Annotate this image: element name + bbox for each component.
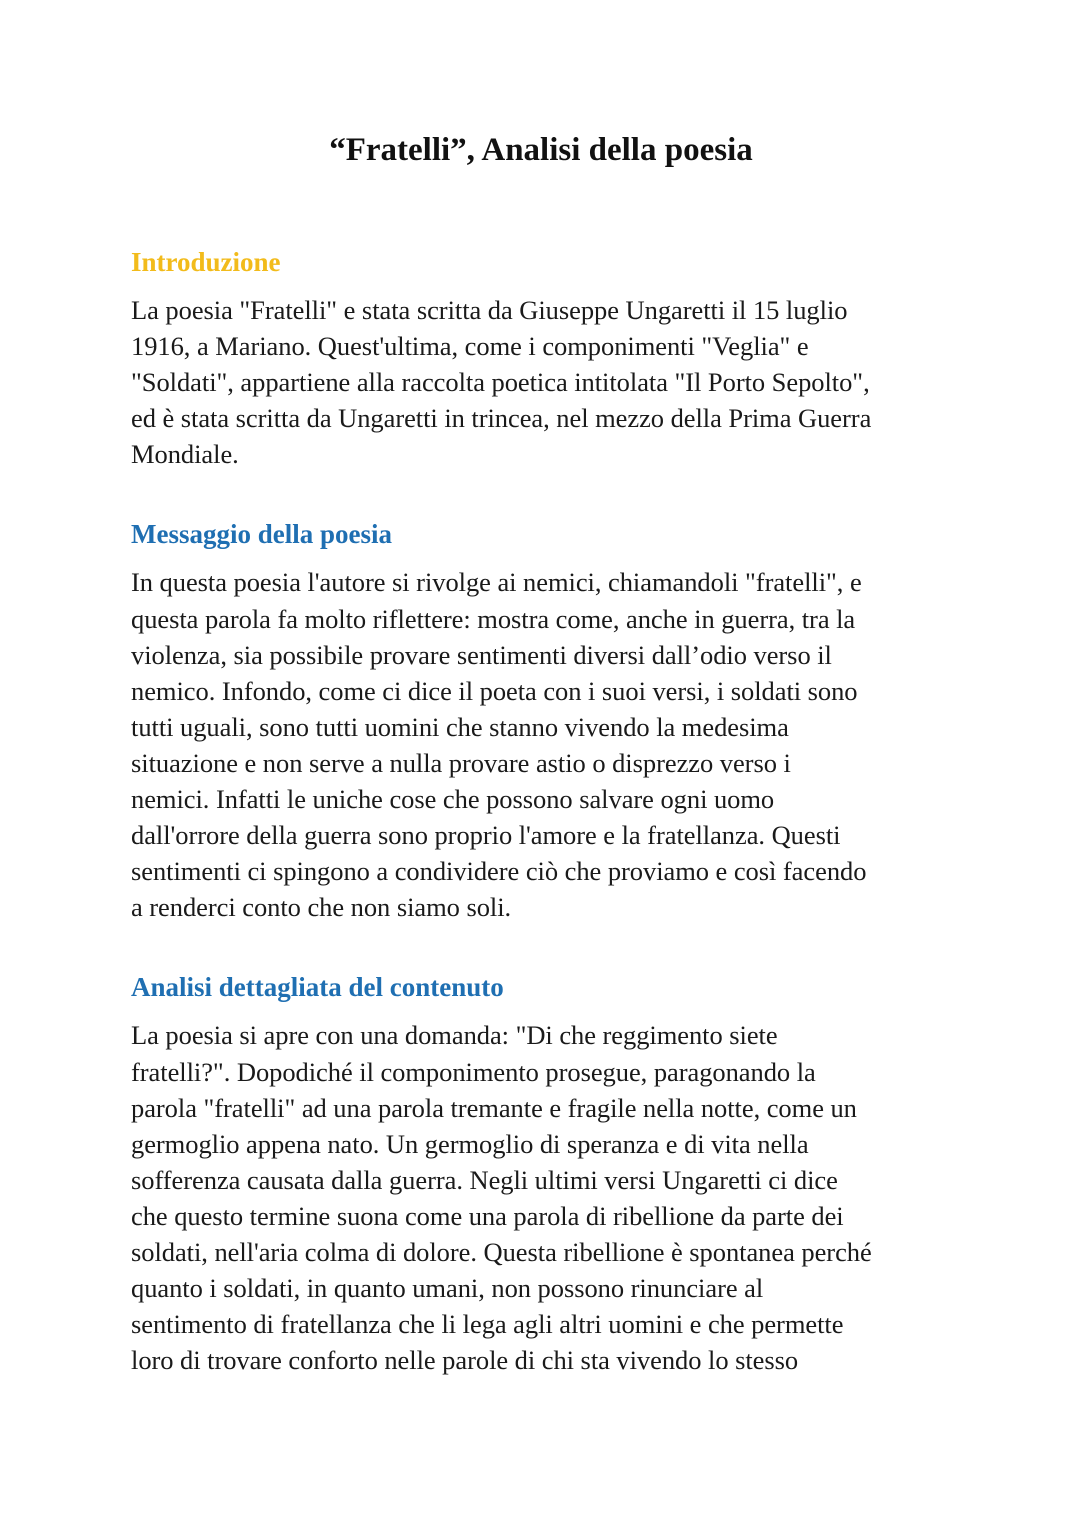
text-line: tutti uguali, sono tutti uomini che stanno vivendo la medesima — [131, 711, 789, 742]
text-line: che questo termine suona come una parola di ribellione da parte dei — [131, 1200, 844, 1231]
page-title: “Fratelli”, Analisi della poesia — [329, 132, 753, 168]
text-line: dall'orrore della guerra sono proprio l'amore e la fratellanza. Questi — [131, 820, 841, 851]
text-line: La poesia "Fratelli" e stata scritta da Giuseppe Ungaretti il 15 luglio — [131, 295, 848, 325]
text-line: nemico. Infondo, come ci dice il poeta con i suoi versi, i soldati sono — [131, 675, 858, 706]
text-line: nemici. Infatti le uniche cose che possono salvare ogni uomo — [131, 784, 775, 815]
text-line: 1916, a Mariano. Quest'ultima, come i componimenti "Veglia" e — [131, 331, 809, 362]
text-line: a renderci conto che non siamo soli. — [131, 892, 512, 923]
text-line: sentimento di fratellanza che li lega agli altri uomini e che permette — [131, 1309, 844, 1340]
text-line: "Soldati", appartiene alla raccolta poetica intitolata "Il Porto Sepolto", — [131, 367, 870, 398]
document-page — [131, 128, 951, 1422]
text-line: violenza, sia possibile provare sentimenti diversi dall’odio verso il — [131, 639, 832, 670]
section-messaggio — [131, 516, 951, 925]
section-analisi — [131, 969, 951, 1378]
text-line: questa parola fa molto riflettere: mostra come, anche in guerra, tra la — [131, 603, 856, 634]
text-line: quanto i soldati, in quanto umani, non possono rinunciare al — [131, 1273, 764, 1304]
section-heading: Messaggio della poesia — [131, 519, 392, 550]
text-line: La poesia si apre con una domanda: "Di che reggimento siete — [131, 1020, 778, 1051]
text-line: sofferenza causata dalla guerra. Negli ultimi versi Ungaretti ci dice — [131, 1164, 838, 1195]
text-line: loro di trovare conforto nelle parole di chi sta vivendo lo stesso — [131, 1345, 799, 1376]
text-line: fratelli?". Dopodiché il componimento prosegue, paragonando la — [131, 1056, 816, 1087]
text-line: germoglio appena nato. Un germoglio di speranza e di vita nella — [131, 1128, 809, 1159]
text-line: In questa poesia l'autore si rivolge ai nemici, chiamandoli "fratelli", e — [131, 567, 862, 598]
text-line: Mondiale. — [131, 439, 239, 470]
section-paragraph — [131, 564, 951, 925]
section-heading: Analisi dettagliata del contenuto — [131, 972, 504, 1003]
text-line: parola "fratelli" ad una parola tremante e fragile nella notte, come un — [131, 1092, 857, 1123]
text-line: sentimenti ci spingono a condividere ciò che proviamo e così facendo — [131, 856, 867, 887]
section-paragraph — [131, 1017, 951, 1378]
text-line: ed è stata scritta da Ungaretti in trincea, nel mezzo della Prima Guerra — [131, 403, 872, 434]
section-heading: Introduzione — [131, 247, 281, 277]
text-line: situazione e non serve a nulla provare astio o disprezzo verso i — [131, 747, 791, 778]
text-line: soldati, nell'aria colma di dolore. Questa ribellione è spontanea perché — [131, 1236, 872, 1267]
section-introduzione — [131, 244, 951, 472]
section-paragraph — [131, 292, 951, 472]
